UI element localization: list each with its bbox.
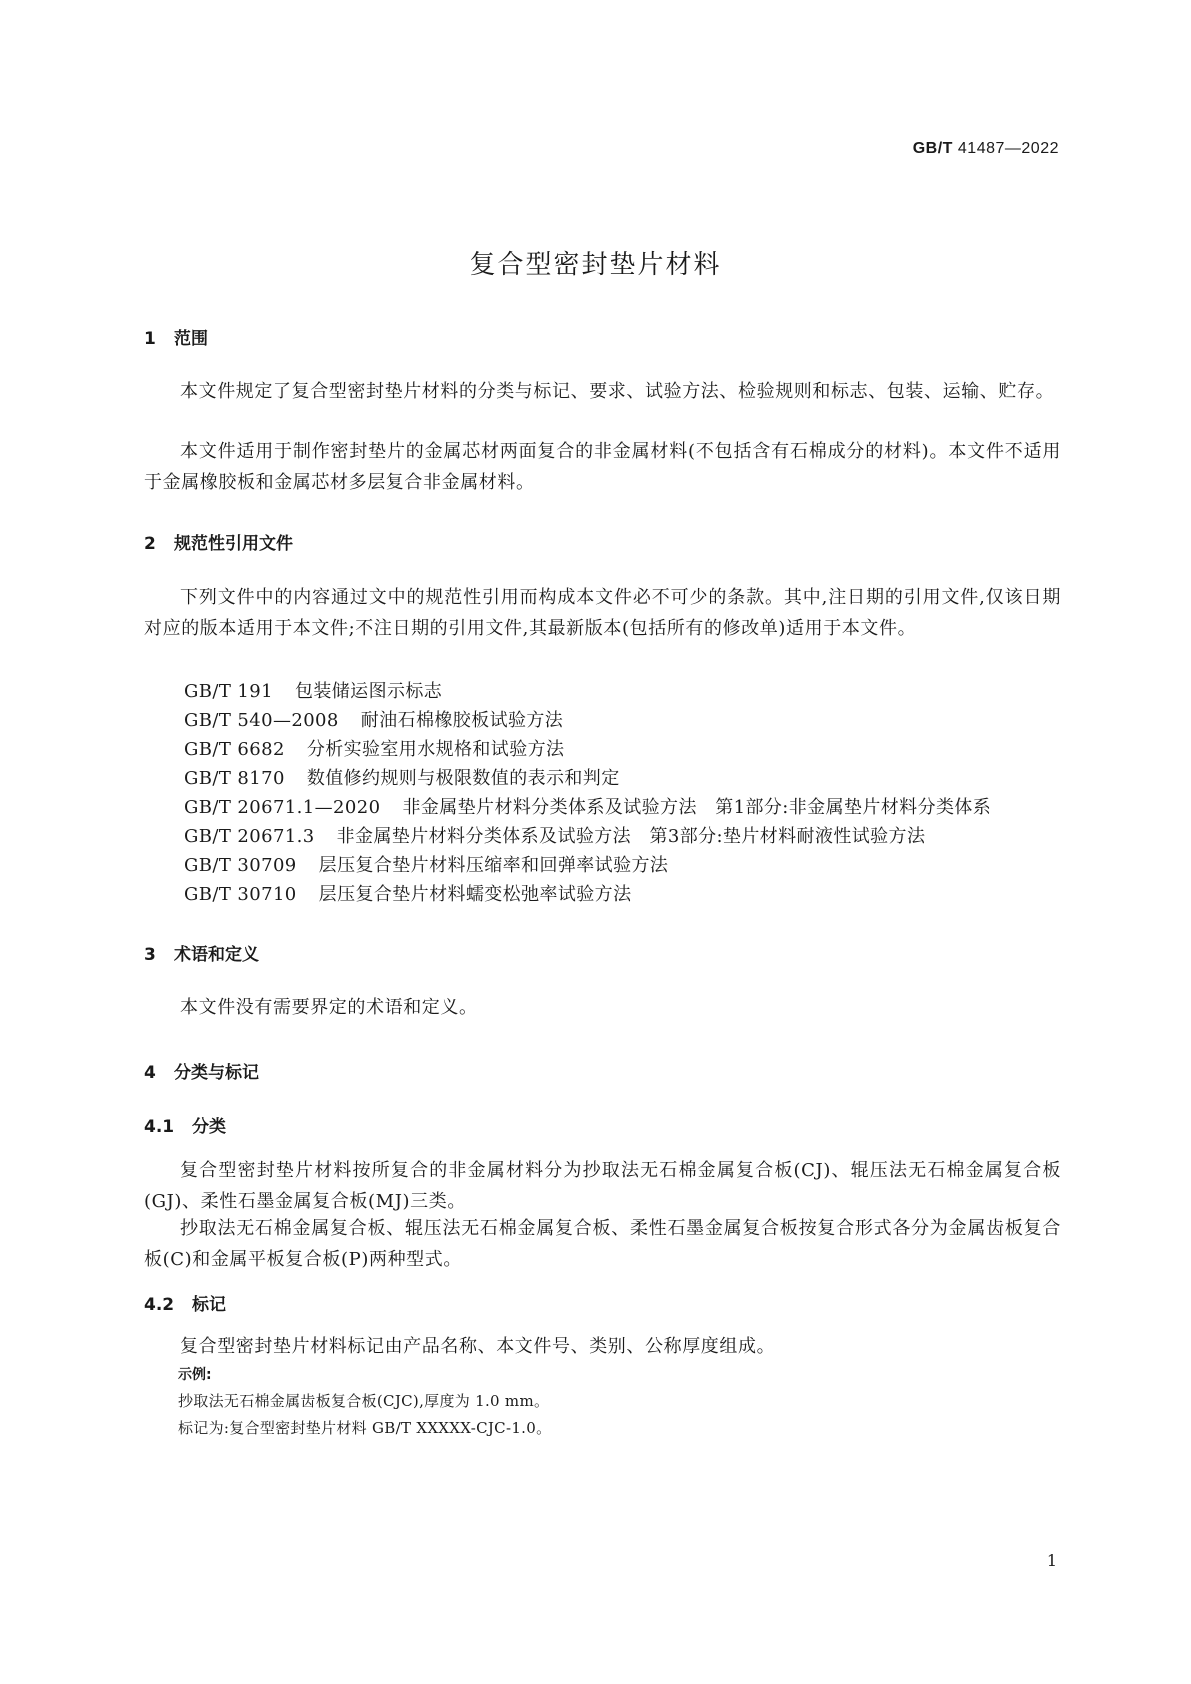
scope-paragraph: 本文件规定了复合型密封垫片材料的分类与标记、要求、试验方法、检验规则和标志、包装、运输、贮存。 [180,381,1055,402]
reference-item [184,822,925,848]
section-number: 2 [144,534,156,554]
reference-code: GB/T 30709 [184,855,297,876]
section-title: 分类 [192,1117,226,1137]
reference-title: 非金属垫片材料分类体系及试验方法 第3部分:垫片材料耐液性试验方法 [336,826,926,847]
section-title: 规范性引用文件 [174,534,293,554]
terms-paragraph: 本文件没有需要界定的术语和定义。 [180,997,478,1018]
section-title: 范围 [174,329,208,349]
reference-item [184,880,631,906]
section-number: 4.2 [144,1295,175,1315]
reference-item [184,764,620,790]
reference-title: 层压复合垫片材料压缩率和回弹率试验方法 [318,855,669,876]
standard-code-number: 41487—2022 [957,140,1059,157]
section-4-heading [144,1058,259,1083]
section-number: 4 [144,1063,156,1083]
standard-code-prefix: GB/T [912,140,953,157]
standard-code [913,140,1059,158]
reference-item [184,735,564,761]
scope-paragraph: 本文件适用于制作密封垫片的金属芯材两面复合的非金属材料(不包括含有石棉成分的材料)。本文件不适用于金属橡胶板和金属芯材多层复合非金属材料。 [144,441,1061,493]
section-3-heading [144,940,259,965]
reference-title: 耐油石棉橡胶板试验方法 [360,710,564,731]
section-4-2-heading [144,1290,226,1315]
classification-paragraph: 复合型密封垫片材料按所复合的非金属材料分为抄取法无石棉金属复合板(CJ)、辊压法无石棉金属复合板(GJ)、柔性石墨金属复合板(MJ)三类。 [144,1160,1061,1212]
reference-title: 层压复合垫片材料蠕变松弛率试验方法 [318,884,632,905]
reference-title: 包装储运图示标志 [294,681,443,702]
section-title: 术语和定义 [174,945,259,965]
reference-code: GB/T 20671.1—2020 [184,797,381,818]
reference-item [184,793,991,819]
reference-code: GB/T 30710 [184,884,297,905]
section-title: 分类与标记 [174,1063,259,1083]
marking-paragraph: 复合型密封垫片材料标记由产品名称、本文件号、类别、公称厚度组成。 [180,1336,776,1357]
reference-code: GB/T 191 [184,681,273,702]
section-4-1-heading [144,1112,226,1137]
section-number: 3 [144,945,156,965]
reference-code: GB/T 20671.3 [184,826,315,847]
section-number: 4.1 [144,1117,175,1137]
classification-paragraph: 抄取法无石棉金属复合板、辊压法无石棉金属复合板、柔性石墨金属复合板按复合形式各分为金属齿板复合板(C)和金属平板复合板(P)两种型式。 [144,1218,1061,1270]
section-title: 标记 [192,1295,226,1315]
reference-code: GB/T 8170 [184,768,285,789]
section-1-heading [144,324,208,349]
references-intro-paragraph: 下列文件中的内容通过文中的规范性引用而构成本文件必不可少的条款。其中,注日期的引用文件,仅该日期对应的版本适用于本文件;不注日期的引用文件,其最新版本(包括所有的修改单)适用于本文件。 [144,587,1061,639]
page-number: 1 [1046,1551,1057,1570]
reference-title: 分析实验室用水规格和试验方法 [306,739,565,760]
reference-item [184,851,668,877]
reference-code: GB/T 6682 [184,739,285,760]
reference-title: 非金属垫片材料分类体系及试验方法 第1部分:非金属垫片材料分类体系 [402,797,992,818]
section-number: 1 [144,329,156,349]
reference-title: 数值修约规则与极限数值的表示和判定 [306,768,620,789]
reference-item [184,677,442,703]
example-line: 抄取法无石棉金属齿板复合板(CJC),厚度为 1.0 mm。 [178,1392,550,1410]
example-label: 示例: [178,1367,212,1383]
reference-item [184,706,563,732]
reference-code: GB/T 540—2008 [184,710,339,731]
example-line: 标记为:复合型密封垫片材料 GB/T XXXXX-CJC-1.0。 [178,1419,552,1437]
document-title: 复合型密封垫片材料 [469,250,722,280]
section-2-heading [144,529,293,554]
